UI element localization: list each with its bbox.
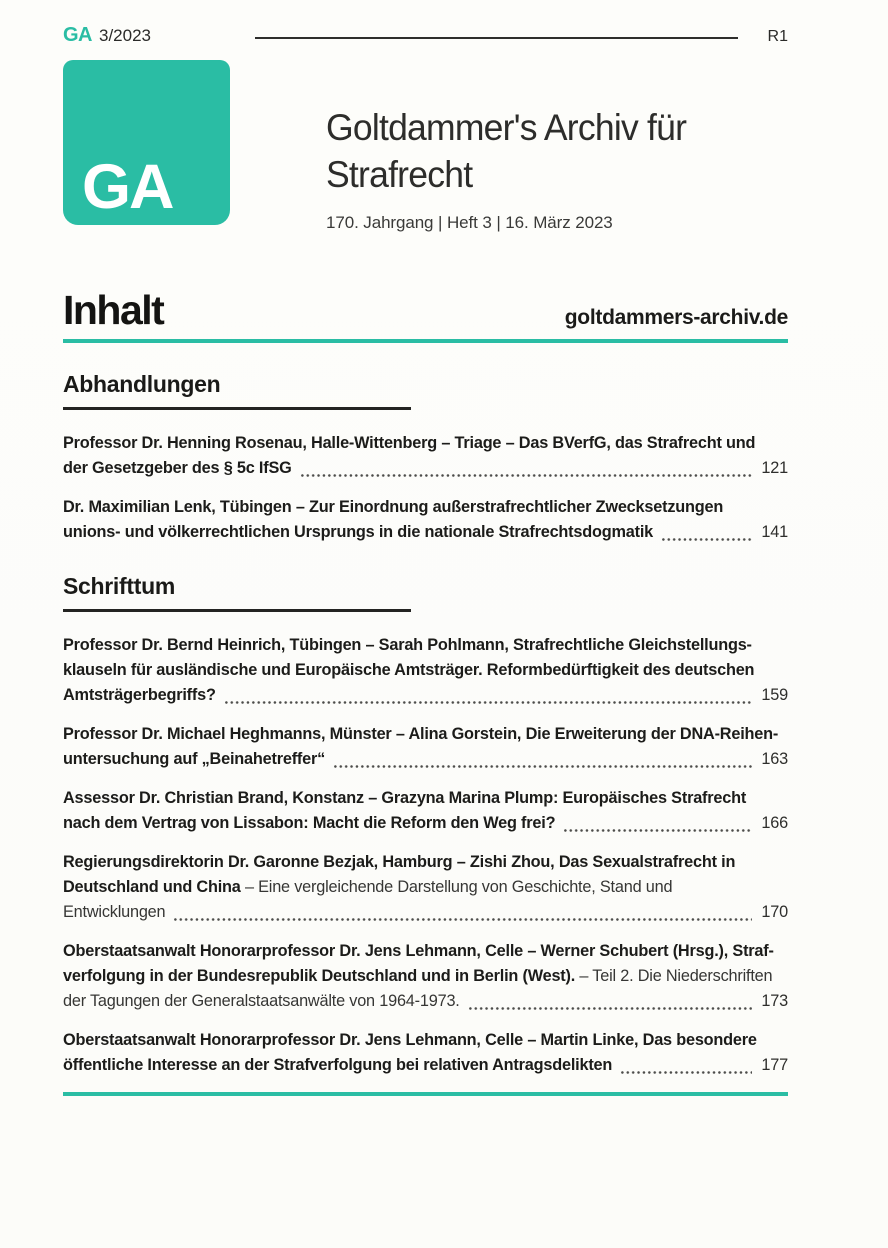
entry-line	[63, 786, 788, 811]
page-number: 141	[761, 522, 788, 541]
entry-line	[63, 875, 788, 900]
section-rule	[63, 609, 411, 612]
masthead	[63, 60, 788, 233]
section-heading: Schrifttum	[63, 572, 176, 599]
journal-subtitle: 170. Jahrgang | Heft 3 | 16. März 2023	[326, 212, 613, 232]
entry-line	[63, 431, 788, 456]
running-header	[63, 24, 788, 46]
page-reference: R1	[767, 27, 788, 45]
contents-banner	[63, 286, 788, 333]
entry-text: Regierungsdirektorin Dr. Garonne Bezjak, Hamburg – Zishi Zhou, Das Sexualstrafrecht in	[63, 852, 736, 871]
entry-line	[63, 811, 788, 836]
entry-text: – Teil 2. Die Niederschriften	[575, 966, 773, 985]
dot-leader	[225, 701, 752, 704]
page-number: 173	[761, 991, 788, 1010]
ga-logo-text: GA	[82, 152, 173, 222]
entry-line	[63, 633, 788, 658]
ga-logo	[63, 60, 230, 225]
entry-text: Deutschland und China	[63, 877, 241, 896]
entry-text: der Gesetzgeber des § 5c IfSG	[63, 458, 292, 477]
entry-line	[63, 1028, 788, 1053]
dot-leader	[301, 474, 752, 477]
journal-title-block	[326, 60, 701, 233]
page-number: 177	[761, 1055, 788, 1074]
page-number: 163	[761, 749, 788, 768]
entry-text: Dr. Maximilian Lenk, Tübingen – Zur Einordnung außerstrafrechtlicher Zwecksetzungen	[63, 497, 724, 516]
contents-title: Inhalt	[63, 286, 164, 333]
bottom-accent-rule	[63, 1092, 788, 1096]
page-number: 170	[761, 902, 788, 921]
entry-text: untersuchung auf „Beinahetreffer“	[63, 749, 326, 768]
dot-leader	[334, 765, 752, 768]
entry-line	[63, 964, 788, 989]
page-number: 121	[761, 458, 788, 477]
entry-text: Oberstaatsanwalt Honorarprofessor Dr. Jens Lehmann, Celle – Martin Linke, Das besondere	[63, 1030, 757, 1049]
entry-text: Amtsträgerbegriffs?	[63, 685, 216, 704]
dot-leader	[662, 538, 752, 541]
issue-number: 3/2023	[99, 25, 151, 45]
entry-text: Assessor Dr. Christian Brand, Konstanz – Grazyna Marina Plump: Europäisches Strafrecht	[63, 788, 747, 807]
journal-title-line2: Strafrecht	[326, 154, 473, 196]
entry-text: – Eine vergleichende Darstellung von Geschichte, Stand und	[240, 877, 673, 896]
page-number: 159	[761, 685, 788, 704]
toc-entry	[63, 786, 788, 836]
dot-leader	[564, 829, 752, 832]
section-rule	[63, 407, 411, 410]
entry-text: Entwicklungen	[63, 902, 166, 921]
entry-text: öffentliche Interesse an der Strafverfolgung bei relativen Antragsdelikten	[63, 1055, 613, 1074]
dot-leader	[469, 1007, 752, 1010]
entry-list	[63, 431, 788, 545]
section-schrifttum	[63, 573, 788, 1078]
contents-accent-rule	[63, 339, 788, 343]
section-abhandlungen	[63, 371, 788, 545]
entry-line	[63, 747, 788, 772]
toc-entry	[63, 939, 788, 1014]
entry-text: Professor Dr. Bernd Heinrich, Tübingen – Sarah Pohlmann, Strafrechtliche Gleichstellungs-	[63, 635, 752, 654]
entry-line	[63, 939, 788, 964]
entry-line	[63, 456, 788, 481]
entry-text: der Tagungen der Generalstaatsanwälte von 1964-1973.	[63, 991, 460, 1010]
toc-sections	[63, 371, 788, 1078]
entry-text: unions- und völkerrechtlichen Ursprungs in die nationale Strafrechtsdogmatik	[63, 522, 654, 541]
entry-line	[63, 850, 788, 875]
header-rule	[255, 37, 738, 39]
toc-entry	[63, 1028, 788, 1078]
entry-line	[63, 1053, 788, 1078]
entry-text: nach dem Vertrag von Lissabon: Macht die Reform den Weg frei?	[63, 813, 556, 832]
journal-title-line1: Goltdammer's Archiv für	[326, 107, 687, 148]
entry-line	[63, 520, 788, 545]
entry-line	[63, 900, 788, 925]
entry-text: klauseln für ausländische und Europäische Amtsträger. Reformbedürftigkeit des deutschen	[63, 660, 755, 679]
entry-text: Professor Dr. Michael Heghmanns, Münster – Alina Gorstein, Die Erweiterung der DNA-Reihen-	[63, 724, 779, 743]
entry-text: verfolgung in der Bundesrepublik Deutschland und in Berlin (West).	[63, 966, 576, 985]
toc-entry	[63, 850, 788, 925]
toc-entry	[63, 722, 788, 772]
entry-text: Oberstaatsanwalt Honorarprofessor Dr. Jens Lehmann, Celle – Werner Schubert (Hrsg.), Straf-	[63, 941, 774, 960]
page-number: 166	[761, 813, 788, 832]
toc-entry	[63, 431, 788, 481]
dot-leader	[174, 918, 752, 921]
entry-line	[63, 495, 788, 520]
entry-line	[63, 989, 788, 1014]
entry-line	[63, 722, 788, 747]
entry-line	[63, 683, 788, 708]
dot-leader	[621, 1071, 752, 1074]
toc-entry	[63, 633, 788, 708]
section-heading: Abhandlungen	[63, 370, 221, 397]
entry-text: Professor Dr. Henning Rosenau, Halle-Wittenberg – Triage – Das BVerfG, das Strafrecht und	[63, 433, 756, 452]
website-url: goltdammers-archiv.de	[564, 305, 788, 329]
journal-code: GA	[63, 24, 92, 46]
entry-line	[63, 658, 788, 683]
toc-entry	[63, 495, 788, 545]
entry-list	[63, 633, 788, 1078]
